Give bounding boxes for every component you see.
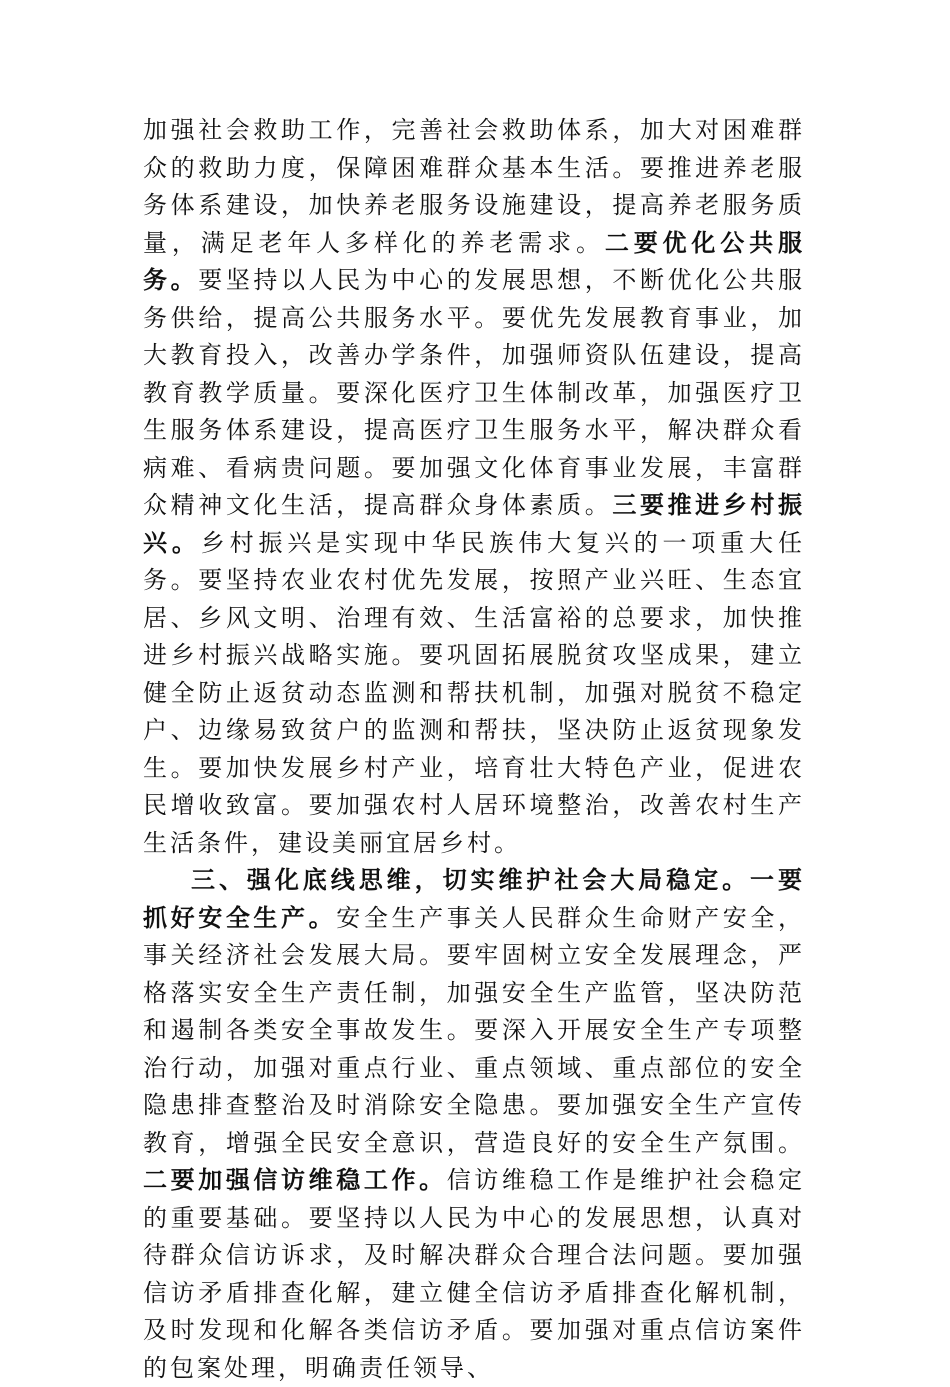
paragraph-1-heading-4: 三要推进乡村振兴。 (143, 491, 806, 557)
paragraph-1-text-1: 加强社会救助工作，完善社会救助体系，加大对困难群众的救助力度，保障困难群众基本生活。要推进养老服务体系建设，加快养老服务设施建设，提高养老服务质量，满足老年人多样化的养老需求。 (143, 116, 805, 257)
document-body (143, 112, 805, 1387)
paragraph-1-heading-2: 二要优化公共服务。 (143, 228, 806, 294)
paragraph-1-text-5: 乡村振兴是实现中华民族伟大复兴的一项重大任务。要坚持农业农村优先发展，按照产业兴旺、生态宜居、乡风文明、治理有效、生活富裕的总要求，加快推进乡村振兴战略实施。要巩固拓展脱贫攻坚成果，建立健全防止返贫动态监测和帮扶机制，加强对脱贫不稳定户、边缘易致贫户的监测和帮扶，坚决防止返贫现象发生。要加快发展乡村产业，培育壮大特色产业，促进农民增收致富。要加强农村人居环境整治，改善农村生产生活条件，建设美丽宜居乡村。 (143, 528, 806, 857)
paragraph-2-heading-1: 一要抓好安全生产。 (143, 866, 805, 932)
paragraph-2-heading-3: 二要加强信访维稳工作。 (143, 1166, 447, 1194)
paragraph-2-text-2: 安全生产事关人民群众生命财产安全，事关经济社会发展大局。要牢固树立安全发展理念，严格落实安全生产责任制，加强安全生产监管，坚决防范和遏制各类安全事故发生。要深入开展安全生产专项整治行动，加强对重点行业、重点领域、重点部位的安全隐患排查整治及时消除安全隐患。要加强安全生产宣传教育，增强全民安全意识，营造良好的安全生产氛围。 (143, 903, 806, 1157)
paragraph-2 (143, 862, 805, 1387)
paragraph-1 (143, 112, 805, 862)
section-heading: 三、强化底线思维，切实维护社会大局稳定。 (191, 866, 751, 894)
paragraph-2-text-4: 信访维稳工作是维护社会稳定的重要基础。要坚持以人民为中心的发展思想，认真对待群众信访诉求，及时解决群众合理合法问题。要加强信访矛盾排查化解，建立健全信访矛盾排查化解机制，及时发现和化解各类信访矛盾。要加强对重点信访案件的包案处理，明确责任领导、 (143, 1166, 806, 1382)
paragraph-1-text-3: 要坚持以人民为中心的发展思想，不断优化公共服务供给，提高公共服务水平。要优先发展教育事业，加大教育投入，改善办学条件，加强师资队伍建设，提高教育教学质量。要深化医疗卫生体制改革，加强医疗卫生服务体系建设，提高医疗卫生服务水平，解决群众看病难、看病贵问题。要加强文化体育事业发展，丰富群众精神文化生活，提高群众身体素质。 (143, 266, 805, 519)
